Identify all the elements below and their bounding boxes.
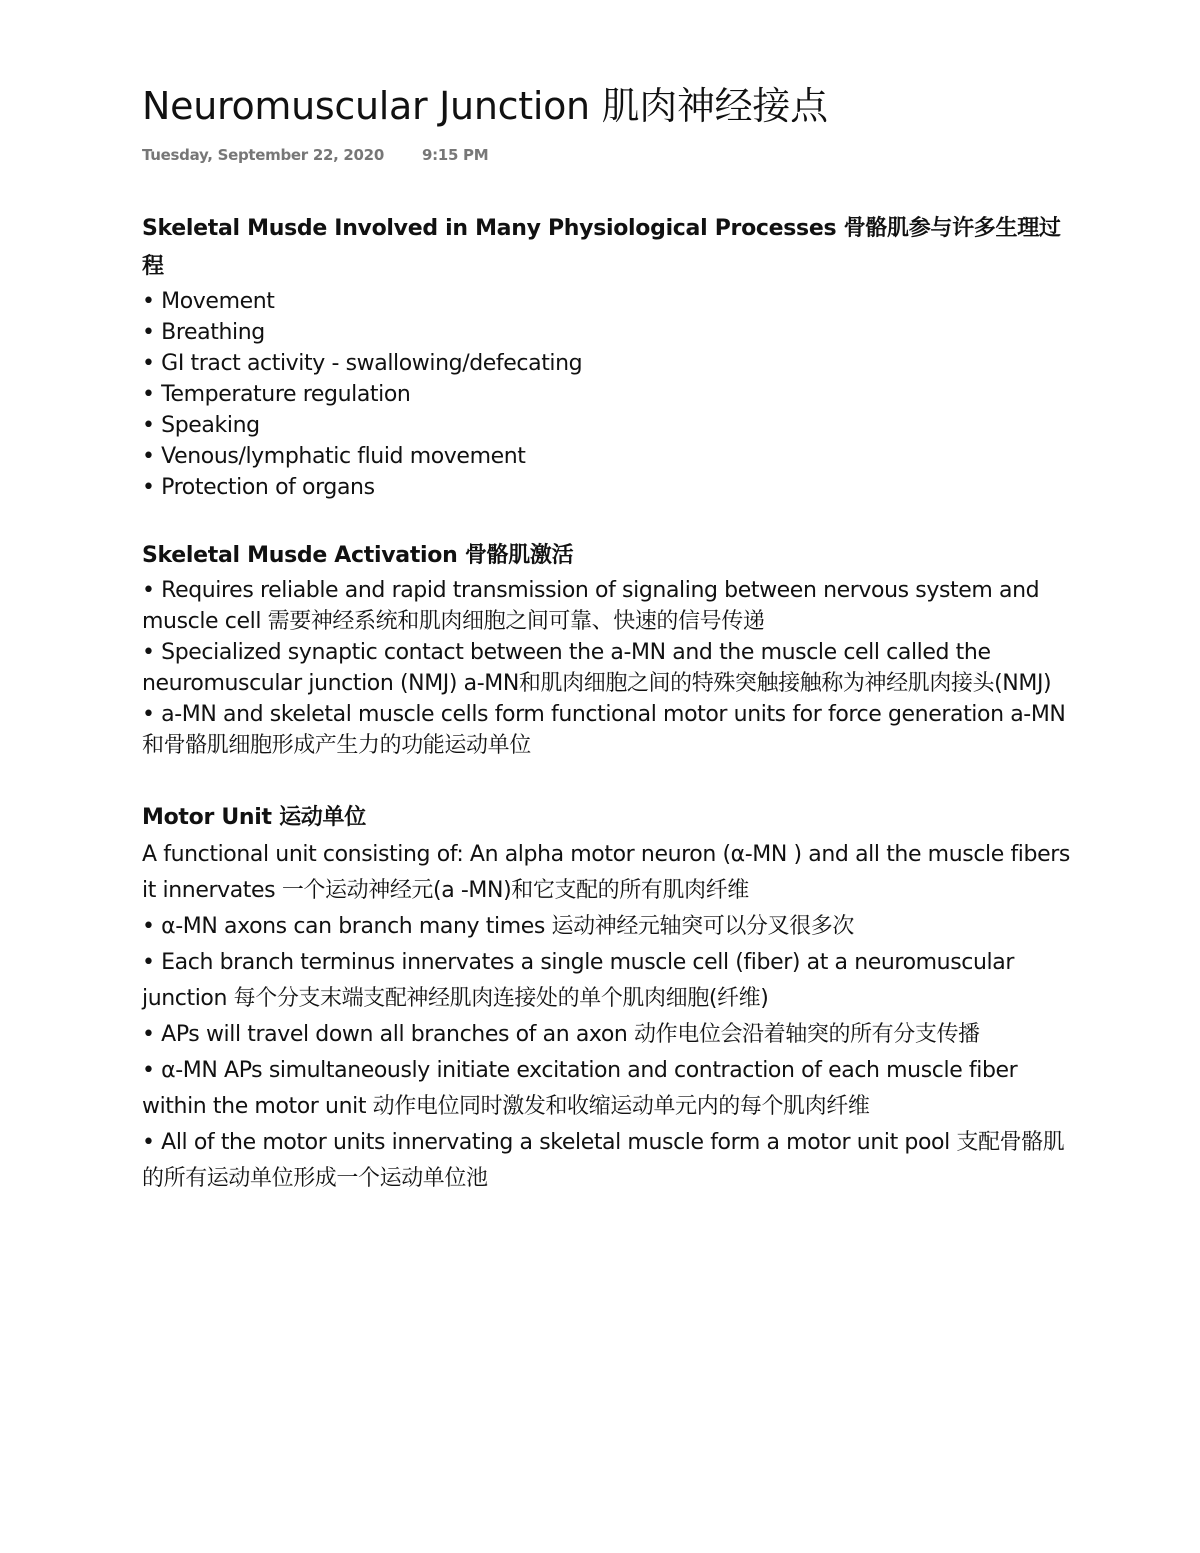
bullet-item: • α-MN axons can branch many times 运动神经元轴突可以分叉很多次 (142, 914, 854, 939)
note-page (142, 80, 1072, 1197)
bullet-item: • α-MN APs simultaneously initiate excitation and contraction of each muscle fiber within the motor unit 动作电位同时激发和收缩运动单元内的每个肌肉纤维 (142, 1058, 1018, 1119)
section-muscle-activation (142, 537, 1072, 761)
section-motor-unit (142, 799, 1072, 1197)
section-heading: Motor Unit 运动单位 (142, 805, 366, 830)
note-timestamp (142, 146, 1072, 164)
bullet-item: • Temperature regulation (142, 382, 411, 407)
bullet-item: • Speaking (142, 413, 260, 438)
bullet-item: • Protection of organs (142, 475, 375, 500)
bullet-item: • All of the motor units innervating a skeletal muscle form a motor unit pool 支配骨骼肌的所有运动单位形成一个运动单位池 (142, 1130, 1065, 1191)
bullet-item: • Specialized synaptic contact between the a-MN and the muscle cell called the neuromuscular junction (NMJ) a-MN和肌肉细胞之间的特殊突触接触称为神经肌肉接头(NMJ) (142, 640, 1052, 696)
bullet-item: • Requires reliable and rapid transmission of signaling between nervous system and muscle cell 需要神经系统和肌肉细胞之间可靠、快速的信号传递 (142, 578, 1040, 634)
section-heading: Skeletal Musde Involved in Many Physiological Processes 骨骼肌参与许多生理过程 (142, 216, 1061, 279)
note-time: 9:15 PM (421, 146, 489, 164)
section-heading: Skeletal Musde Activation 骨骼肌激活 (142, 543, 574, 568)
page-title: Neuromuscular Junction 肌肉神经接点 (142, 84, 828, 128)
bullet-item: • Breathing (142, 320, 265, 345)
bullet-item: • GI tract activity - swallowing/defecating (142, 351, 583, 376)
bullet-item: • Movement (142, 289, 275, 314)
bullet-item: • APs will travel down all branches of an axon 动作电位会沿着轴突的所有分支传播 (142, 1022, 980, 1047)
bullet-item: • Venous/lymphatic fluid movement (142, 444, 526, 469)
section-muscle-processes (142, 210, 1072, 503)
bullet-item: • a-MN and skeletal muscle cells form functional motor units for force generation a-MN和骨骼肌细胞形成产生力的功能运动单位 (142, 702, 1066, 758)
paragraph-definition: A functional unit consisting of: An alpha motor neuron (α-MN ) and all the muscle fibers it innervates 一个运动神经元(a -MN)和它支配的所有肌肉纤维 (142, 842, 1070, 903)
bullet-item: • Each branch terminus innervates a single muscle cell (fiber) at a neuromuscular junction 每个分支末端支配神经肌肉连接处的单个肌肉细胞(纤维) (142, 950, 1014, 1011)
note-date: Tuesday, September 22, 2020 (142, 146, 384, 164)
